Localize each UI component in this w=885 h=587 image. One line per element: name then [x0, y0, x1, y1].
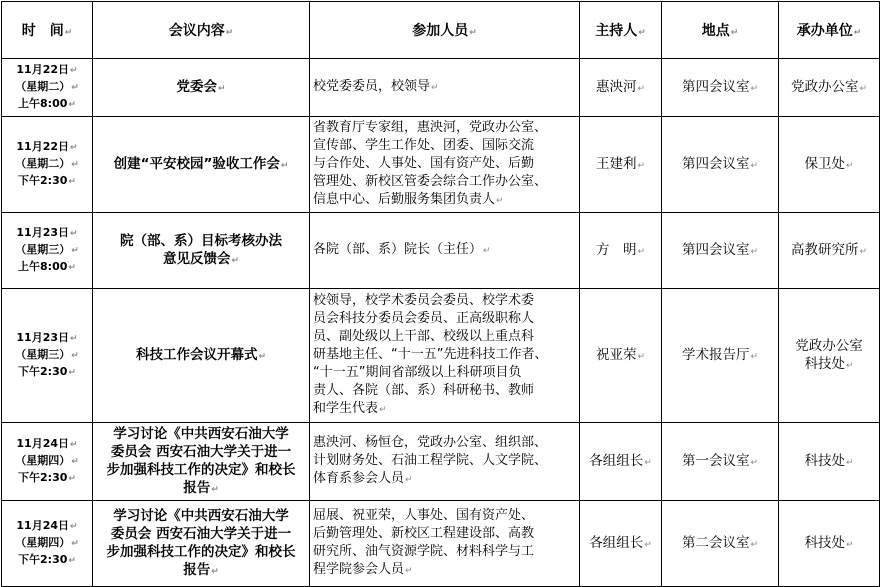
organizer-cell: [779, 213, 880, 289]
meeting-time-line: 11月24日↵: [16, 519, 78, 532]
meeting-time-line: 11月23日↵: [16, 331, 78, 344]
host-cell: [580, 59, 662, 117]
location-cell: [662, 501, 779, 587]
attendees-line: “十一五”期间省部级以上科研项目负: [313, 365, 522, 380]
location-cell: [662, 423, 779, 501]
meeting-time-line: （星期四）↵: [15, 536, 79, 549]
meeting-topic-line: 委员会 西安石油大学关于进一: [110, 525, 292, 542]
meeting-time-cell: [2, 213, 93, 289]
meeting-time-line: （星期四）↵: [15, 454, 79, 467]
meeting-schedule-table: [1, 1, 880, 587]
meeting-topic-cell: [93, 213, 310, 289]
header-time: 时 间↵: [2, 2, 93, 59]
meeting-time-line: （星期二）↵: [15, 80, 79, 93]
meeting-time-line: 下午2:30↵: [18, 471, 76, 484]
organizer-cell: [779, 423, 880, 501]
header-location: 地点↵: [662, 2, 779, 59]
meeting-topic-line: 党委会↵: [176, 78, 226, 95]
host-line: 各组组长↵: [589, 452, 652, 469]
attendees-line: 研基地主任、“十一五”先进科技工作者、: [313, 347, 548, 362]
meeting-time-cell: [2, 117, 93, 213]
meeting-topic-line: 院（部、系）目标考核办法: [120, 232, 282, 249]
attendees-line: 校领导，校学术委员会委员、校学术委: [313, 293, 535, 308]
table-row: [2, 117, 880, 213]
attendees-line: 后勤管理处、新校区工程建设部、高教: [313, 526, 535, 541]
host-line: 各组组长↵: [589, 534, 652, 551]
attendees-line: 计划财务处、石油工程学院、人文学院、: [313, 453, 548, 468]
header-host: 主持人↵: [580, 2, 662, 59]
attendees-line: 屈展、祝亚荣，人事处、国有资产处、: [313, 508, 535, 523]
attendees-line: 和学生代表↵: [313, 401, 387, 416]
location-line: 第二会议室↵: [681, 534, 759, 551]
location-cell: [662, 213, 779, 289]
attendees-line: 校党委委员，校领导↵: [313, 79, 439, 94]
attendees-line: 员、副处级以上干部、校级以上重点科: [313, 329, 535, 344]
organizer-cell: [779, 59, 880, 117]
meeting-time-line: 11月24日↵: [16, 437, 78, 450]
header-organizer: 承办单位↵: [779, 2, 880, 59]
location-cell: [662, 289, 779, 423]
meeting-topic-line: 学习讨论《中共西安石油大学: [113, 425, 289, 442]
host-line: 惠泱河↵: [595, 78, 646, 95]
organizer-line: 科技处↵: [804, 534, 854, 551]
table-row: [2, 423, 880, 501]
meeting-time-cell: [2, 423, 93, 501]
meeting-topic-line: 报告↵: [183, 479, 219, 496]
attendees-line: 省教育厅专家组，惠泱河，党政办公室、: [313, 120, 548, 135]
organizer-cell: [779, 289, 880, 423]
location-line: 第一会议室↵: [681, 452, 759, 469]
location-line: 第四会议室↵: [681, 78, 759, 95]
table-row: [2, 213, 880, 289]
meeting-topic-line: 步加强科技工作的决定》和校长: [106, 461, 296, 478]
meeting-topic-cell: [93, 117, 310, 213]
host-cell: [580, 289, 662, 423]
organizer-cell: [779, 117, 880, 213]
host-line: 王建利↵: [595, 155, 646, 172]
meeting-topic-line: 报告↵: [183, 561, 219, 578]
meeting-topic-line: 创建“平安校园”验收工作会↵: [113, 155, 289, 172]
meeting-time-line: 下午2:30↵: [18, 365, 76, 378]
attendees-line: 程学院参会人员↵: [313, 562, 413, 577]
meeting-time-cell: [2, 501, 93, 587]
meeting-time-cell: [2, 289, 93, 423]
organizer-line: 科技处↵: [804, 452, 854, 469]
meeting-topic-line: 学习讨论《中共西安石油大学: [113, 507, 289, 524]
location-cell: [662, 59, 779, 117]
meeting-time-line: （星期三）↵: [15, 348, 79, 361]
meeting-time-line: 上午8:00↵: [18, 97, 76, 110]
meeting-topic-cell: [93, 501, 310, 587]
meeting-topic-line: 步加强科技工作的决定》和校长: [106, 543, 296, 560]
organizer-line: 党政办公室: [795, 337, 863, 354]
attendees-cell: [310, 117, 580, 213]
meeting-topic-line: 意见反馈会↵: [162, 250, 240, 267]
attendees-line: 信息中心、后勤服务集团负责人↵: [313, 192, 504, 207]
meeting-time-cell: [2, 59, 93, 117]
attendees-line: 惠泱河、杨恒仓，党政办公室、组织部、: [313, 435, 548, 450]
header-row: [2, 2, 880, 59]
meeting-topic-cell: [93, 423, 310, 501]
location-line: 学术报告厅↵: [681, 346, 759, 363]
meeting-time-line: 11月23日↵: [16, 226, 78, 239]
host-cell: [580, 213, 662, 289]
meeting-topic-line: 科技工作会议开幕式↵: [135, 346, 267, 363]
attendees-cell: [310, 289, 580, 423]
host-cell: [580, 117, 662, 213]
attendees-line: 各院（部、系）院长（主任）↵: [313, 242, 491, 257]
organizer-line: 科技处↵: [804, 355, 854, 372]
meeting-time-line: 上午8:00↵: [18, 260, 76, 273]
attendees-line: 与合作处、人事处、国有资产处、后勤: [313, 156, 535, 171]
attendees-line: 责人、各院（部、系）科研秘书、教师: [313, 383, 535, 398]
location-line: 第四会议室↵: [681, 155, 759, 172]
host-cell: [580, 501, 662, 587]
meeting-topic-line: 委员会 西安石油大学关于进一: [110, 443, 292, 460]
table-row: [2, 59, 880, 117]
header-topic: 会议内容↵: [93, 2, 310, 59]
meeting-time-line: （星期三）↵: [15, 243, 79, 256]
organizer-line: 保卫处↵: [804, 155, 854, 172]
attendees-cell: [310, 501, 580, 587]
attendees-line: 体育系参会人员↵: [313, 471, 413, 486]
organizer-cell: [779, 501, 880, 587]
host-line: 祝亚荣↵: [595, 346, 646, 363]
organizer-line: 党政办公室↵: [790, 78, 868, 95]
attendees-cell: [310, 59, 580, 117]
table-row: [2, 289, 880, 423]
attendees-line: 宣传部、学生工作处、团委、国际交流: [313, 138, 535, 153]
meeting-topic-cell: [93, 59, 310, 117]
meeting-time-line: 11月22日↵: [16, 140, 78, 153]
meeting-time-line: 下午2:30↵: [18, 174, 76, 187]
table-row: [2, 501, 880, 587]
location-cell: [662, 117, 779, 213]
meeting-time-line: （星期二）↵: [15, 157, 79, 170]
attendees-line: 研究所、油气资源学院、材料科学与工: [313, 544, 535, 559]
host-cell: [580, 423, 662, 501]
organizer-line: 高教研究所↵: [790, 241, 868, 258]
location-line: 第四会议室↵: [681, 241, 759, 258]
attendees-line: 员会科技分委员会委员、正高级职称人: [313, 311, 535, 326]
meeting-topic-cell: [93, 289, 310, 423]
attendees-cell: [310, 213, 580, 289]
attendees-line: 管理处、新校区管委会综合工作办公室、: [313, 174, 548, 189]
attendees-cell: [310, 423, 580, 501]
meeting-time-line: 下午2:30↵: [18, 553, 76, 566]
header-attendees: 参加人员↵: [310, 2, 580, 59]
host-line: 方 明↵: [595, 241, 646, 258]
meeting-time-line: 11月22日↵: [16, 63, 78, 76]
